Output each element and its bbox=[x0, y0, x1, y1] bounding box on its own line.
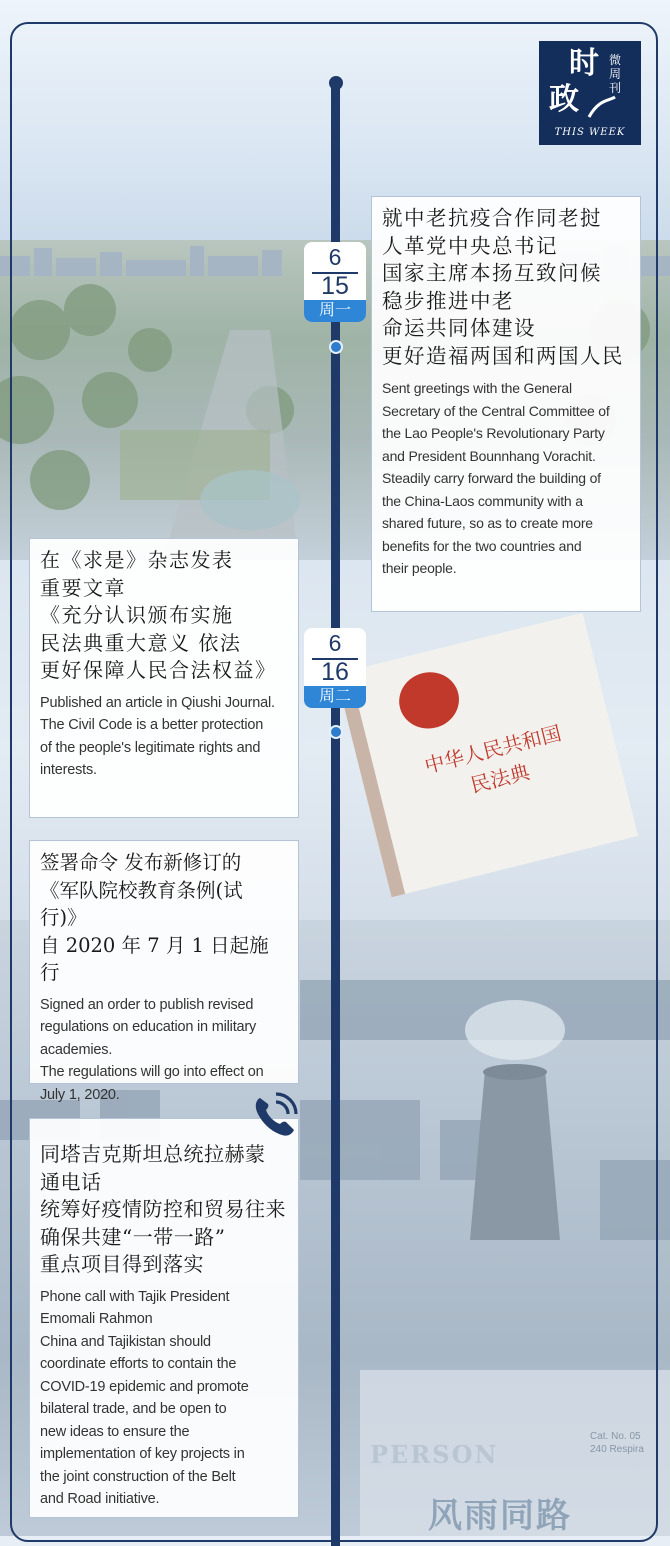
date-weekday: 周二 bbox=[304, 686, 366, 708]
background-banner-text: 风雨同路 bbox=[428, 1496, 572, 1536]
date-month: 6 bbox=[328, 630, 342, 656]
news-card-body: Phone call with Tajik President Emomali Rahmon China and Tajikistan should coordinate efforts to contain the COVID-19 epidemic and promote bilateral trade, and be open to new ideas to ensure the implementation of key projects in the joint construction of the Belt and Road initiative. bbox=[40, 1288, 249, 1507]
timeline-dot-2 bbox=[329, 725, 343, 739]
news-card-2 bbox=[29, 538, 299, 818]
news-card-title: 签署命令 发布新修订的 《军队院校教育条例(试行)》 自 2020 年 7 月 1 日起施行 bbox=[40, 851, 269, 984]
logo-subtitle-en: THIS WEEK bbox=[554, 127, 626, 138]
news-card-3 bbox=[29, 840, 299, 1103]
date-month: 6 bbox=[328, 244, 342, 270]
date-badge-1 bbox=[304, 242, 366, 322]
date-day: 16 bbox=[321, 658, 349, 686]
news-card-body: Signed an order to publish revised regulations on education in military academies. The regulations will go into effect on July 1, 2020. bbox=[40, 996, 264, 1103]
logo-subtitle-cn: 微周刊 bbox=[609, 53, 622, 95]
date-weekday: 周一 bbox=[304, 300, 366, 322]
news-card-4 bbox=[29, 1118, 299, 1518]
date-badge-2 bbox=[304, 628, 366, 708]
news-card-title: 在《求是》杂志发表 重要文章 《充分认识颁布实施 民法典重大意义 依法 更好保障人民合法权益》 bbox=[40, 548, 277, 682]
date-day: 15 bbox=[321, 272, 349, 300]
timeline-dot-1 bbox=[329, 340, 343, 354]
logo bbox=[539, 41, 641, 145]
news-card-body: Sent greetings with the General Secretary of the Central Committee of the Lao People's Revolutionary Party and President Bounnhang Vorachit. Steadily carry forward the building of the China-Laos community with a shared future, so as to create more benefits for the two countries and their people. bbox=[382, 380, 610, 576]
background-book-title: 中华人民共和国 民法典 bbox=[422, 720, 564, 798]
news-card-body: Published an article in Qiushi Journal. The Civil Code is a better protection of the people's legitimate rights and interests. bbox=[40, 694, 275, 778]
news-card-title: 就中老抗疫合作同老挝 人革党中央总书记 国家主席本扬互致问候 稳步推进中老 命运共同体建设 更好造福两国和两国人民 bbox=[382, 206, 624, 368]
logo-title-1: 时 bbox=[569, 46, 599, 81]
news-card-1 bbox=[371, 196, 641, 612]
background-person-text: PERSON bbox=[370, 1440, 499, 1469]
background-box-label: Cat. No. 05 240 Respira bbox=[590, 1431, 644, 1455]
timeline-start-dot bbox=[329, 76, 343, 90]
logo-swoosh-icon bbox=[587, 95, 617, 121]
phone-icon bbox=[250, 1090, 300, 1140]
news-card-title: 同塔吉克斯坦总统拉赫蒙 通电话 统筹好疫情防控和贸易往来 确保共建“一带一路” 重点项目得到落实 bbox=[40, 1142, 286, 1276]
logo-title-2: 政 bbox=[549, 82, 579, 117]
